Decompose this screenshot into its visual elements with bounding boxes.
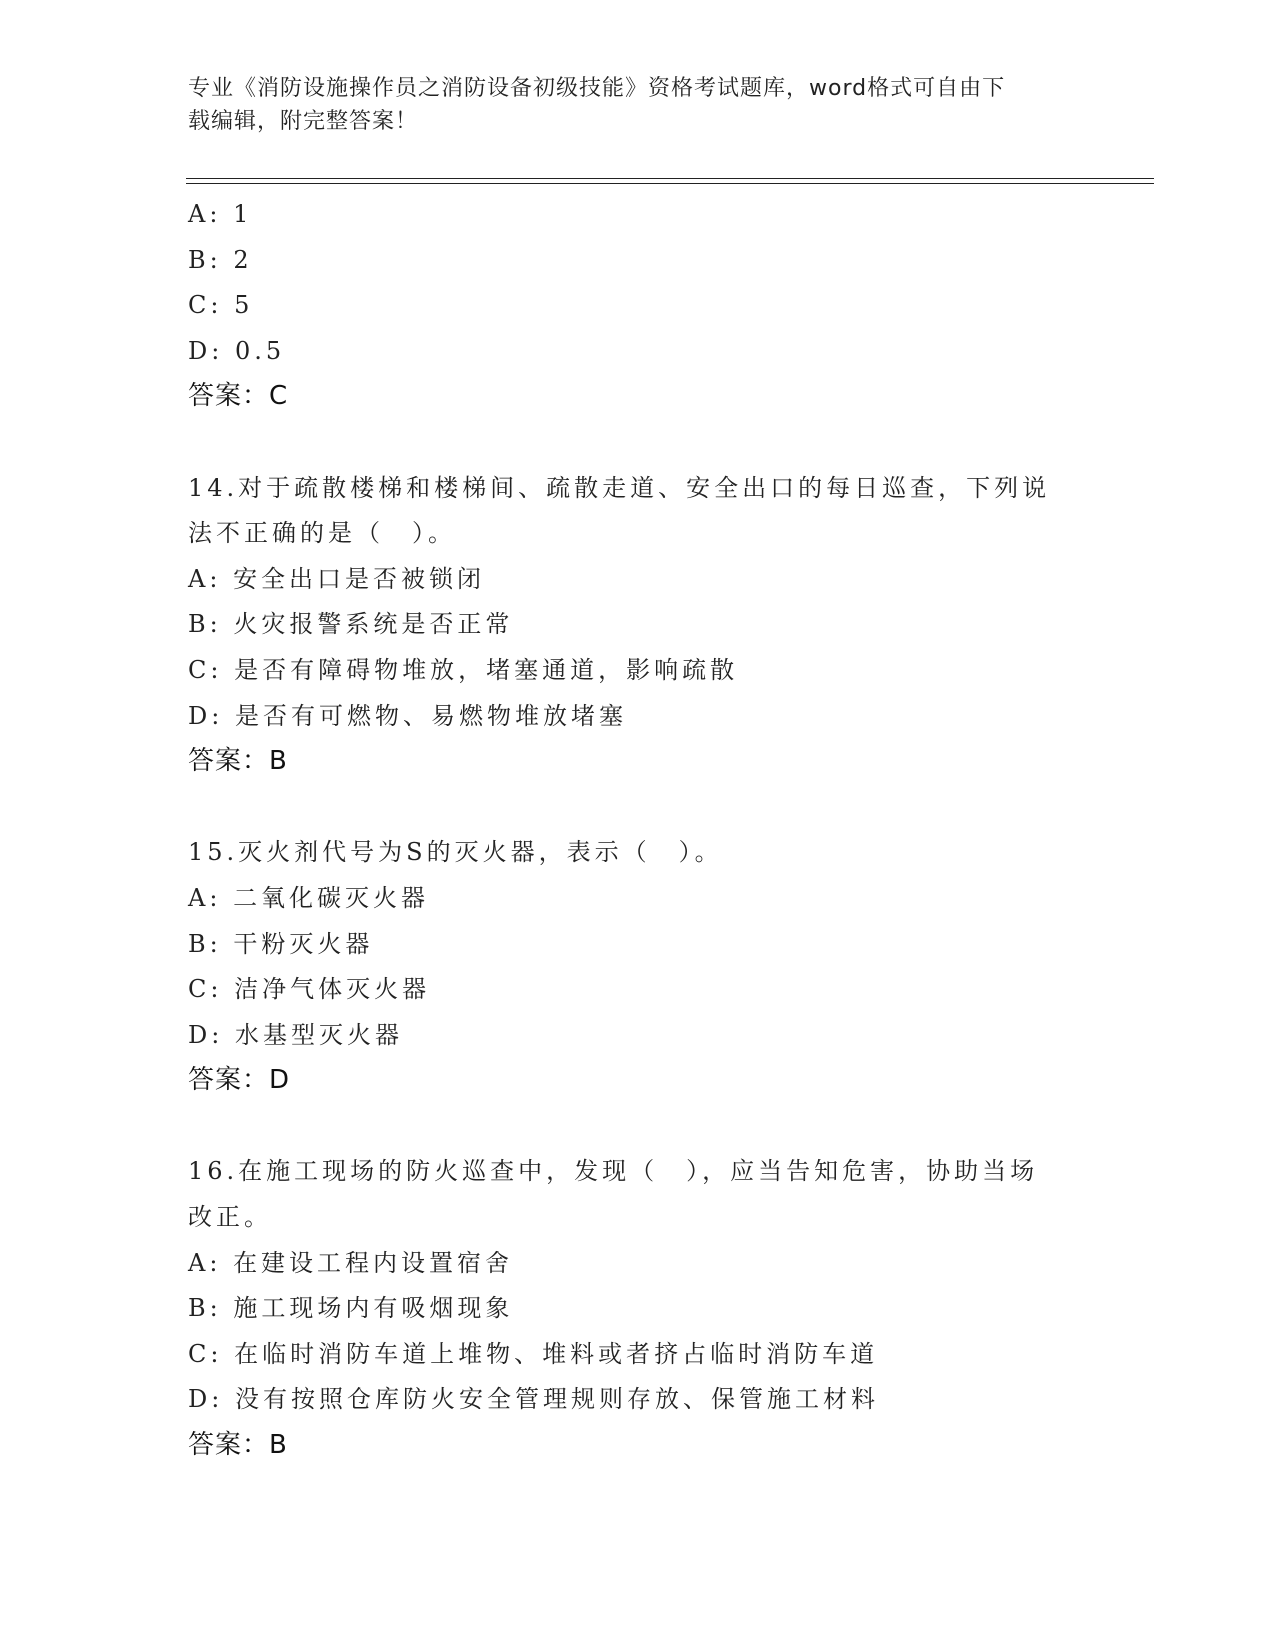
option-text: 2 (233, 245, 253, 274)
option-text: 是否有障碍物堆放，堵塞通道，影响疏散 (234, 655, 739, 684)
option-text: 洁净气体灭火器 (234, 975, 431, 1004)
question-title-line-1: 14.对于疏散楼梯和楼梯间、疏散走道、安全出口的每日巡查，下列说 (188, 473, 1051, 502)
question-14 (188, 466, 1108, 785)
option-a (188, 192, 1108, 238)
option-a (188, 1241, 1108, 1287)
option-d (188, 1377, 1108, 1423)
option-label: C: (188, 975, 223, 1004)
document-header (188, 72, 1068, 138)
option-label: B: (188, 929, 222, 958)
option-d (188, 1013, 1108, 1059)
option-text: 1 (233, 200, 253, 228)
spacer (188, 1104, 1108, 1150)
option-b (188, 238, 1108, 284)
option-text: 5 (234, 291, 254, 320)
option-text: 二氧化碳灭火器 (233, 883, 430, 912)
spacer (188, 420, 1108, 466)
option-text: 在临时消防车道上堆物、堆料或者挤占临时消防车道 (234, 1339, 879, 1368)
option-c (188, 648, 1108, 694)
header-divider-bottom (186, 183, 1154, 184)
question-title-line-2: 改正。 (188, 1203, 272, 1232)
option-c (188, 283, 1108, 329)
option-text: 施工现场内有吸烟现象 (233, 1294, 514, 1323)
option-a (188, 557, 1108, 603)
option-label: D: (188, 701, 224, 730)
spacer (188, 785, 1108, 831)
option-c (188, 1332, 1108, 1378)
question-15 (188, 830, 1108, 1104)
option-label: B: (188, 1294, 222, 1323)
option-label: B: (188, 610, 222, 639)
option-text: 0.5 (234, 336, 286, 365)
option-label: A: (188, 883, 222, 912)
question-title-line-2: 法不正确的是（ ）。 (188, 519, 456, 548)
option-label: D: (188, 336, 224, 365)
option-d (188, 694, 1108, 740)
answer-line: 答案：B (188, 746, 288, 777)
option-d (188, 329, 1108, 375)
option-label: C: (188, 655, 223, 684)
question-title-line-1: 16.在施工现场的防火巡查中，发现（ ），应当告知危害，协助当场 (188, 1157, 1039, 1186)
option-label: A: (188, 1248, 222, 1277)
header-line-2: 载编辑，附完整答案！ (188, 109, 419, 134)
option-b (188, 602, 1108, 648)
option-text: 干粉灭火器 (233, 929, 374, 958)
question-title (188, 466, 1068, 557)
question-title-line-1: 15.灭火剂代号为S的灭火器，表示（ ）。 (188, 838, 723, 867)
option-b (188, 922, 1108, 968)
question-16 (188, 1149, 1108, 1468)
question-title (188, 830, 1068, 876)
option-text: 在建设工程内设置宿舍 (233, 1248, 514, 1277)
option-label: A: (188, 200, 222, 228)
answer-line: 答案：C (188, 381, 289, 412)
option-b (188, 1286, 1108, 1332)
option-c (188, 967, 1108, 1013)
option-label: A: (188, 564, 222, 593)
option-label: C: (188, 291, 223, 320)
header-divider-top (186, 178, 1154, 179)
option-label: D: (188, 1020, 224, 1049)
question-13-options (188, 192, 1108, 420)
option-text: 是否有可燃物、易燃物堆放堵塞 (234, 701, 627, 730)
question-content (188, 192, 1108, 1469)
option-label: C: (188, 1339, 223, 1368)
option-text: 没有按照仓库防火安全管理规则存放、保管施工材料 (234, 1385, 879, 1414)
option-a (188, 876, 1108, 922)
option-label: D: (188, 1385, 224, 1414)
answer-line: 答案：B (188, 1430, 288, 1461)
option-label: B: (188, 245, 222, 274)
option-text: 火灾报警系统是否正常 (233, 610, 514, 639)
question-title (188, 1149, 1068, 1240)
answer-line: 答案：D (188, 1065, 291, 1096)
option-text: 安全出口是否被锁闭 (233, 564, 486, 593)
header-line-1: 专业《消防设施操作员之消防设备初级技能》资格考试题库，word格式可自由下 (188, 76, 1006, 101)
option-text: 水基型灭火器 (234, 1020, 403, 1049)
